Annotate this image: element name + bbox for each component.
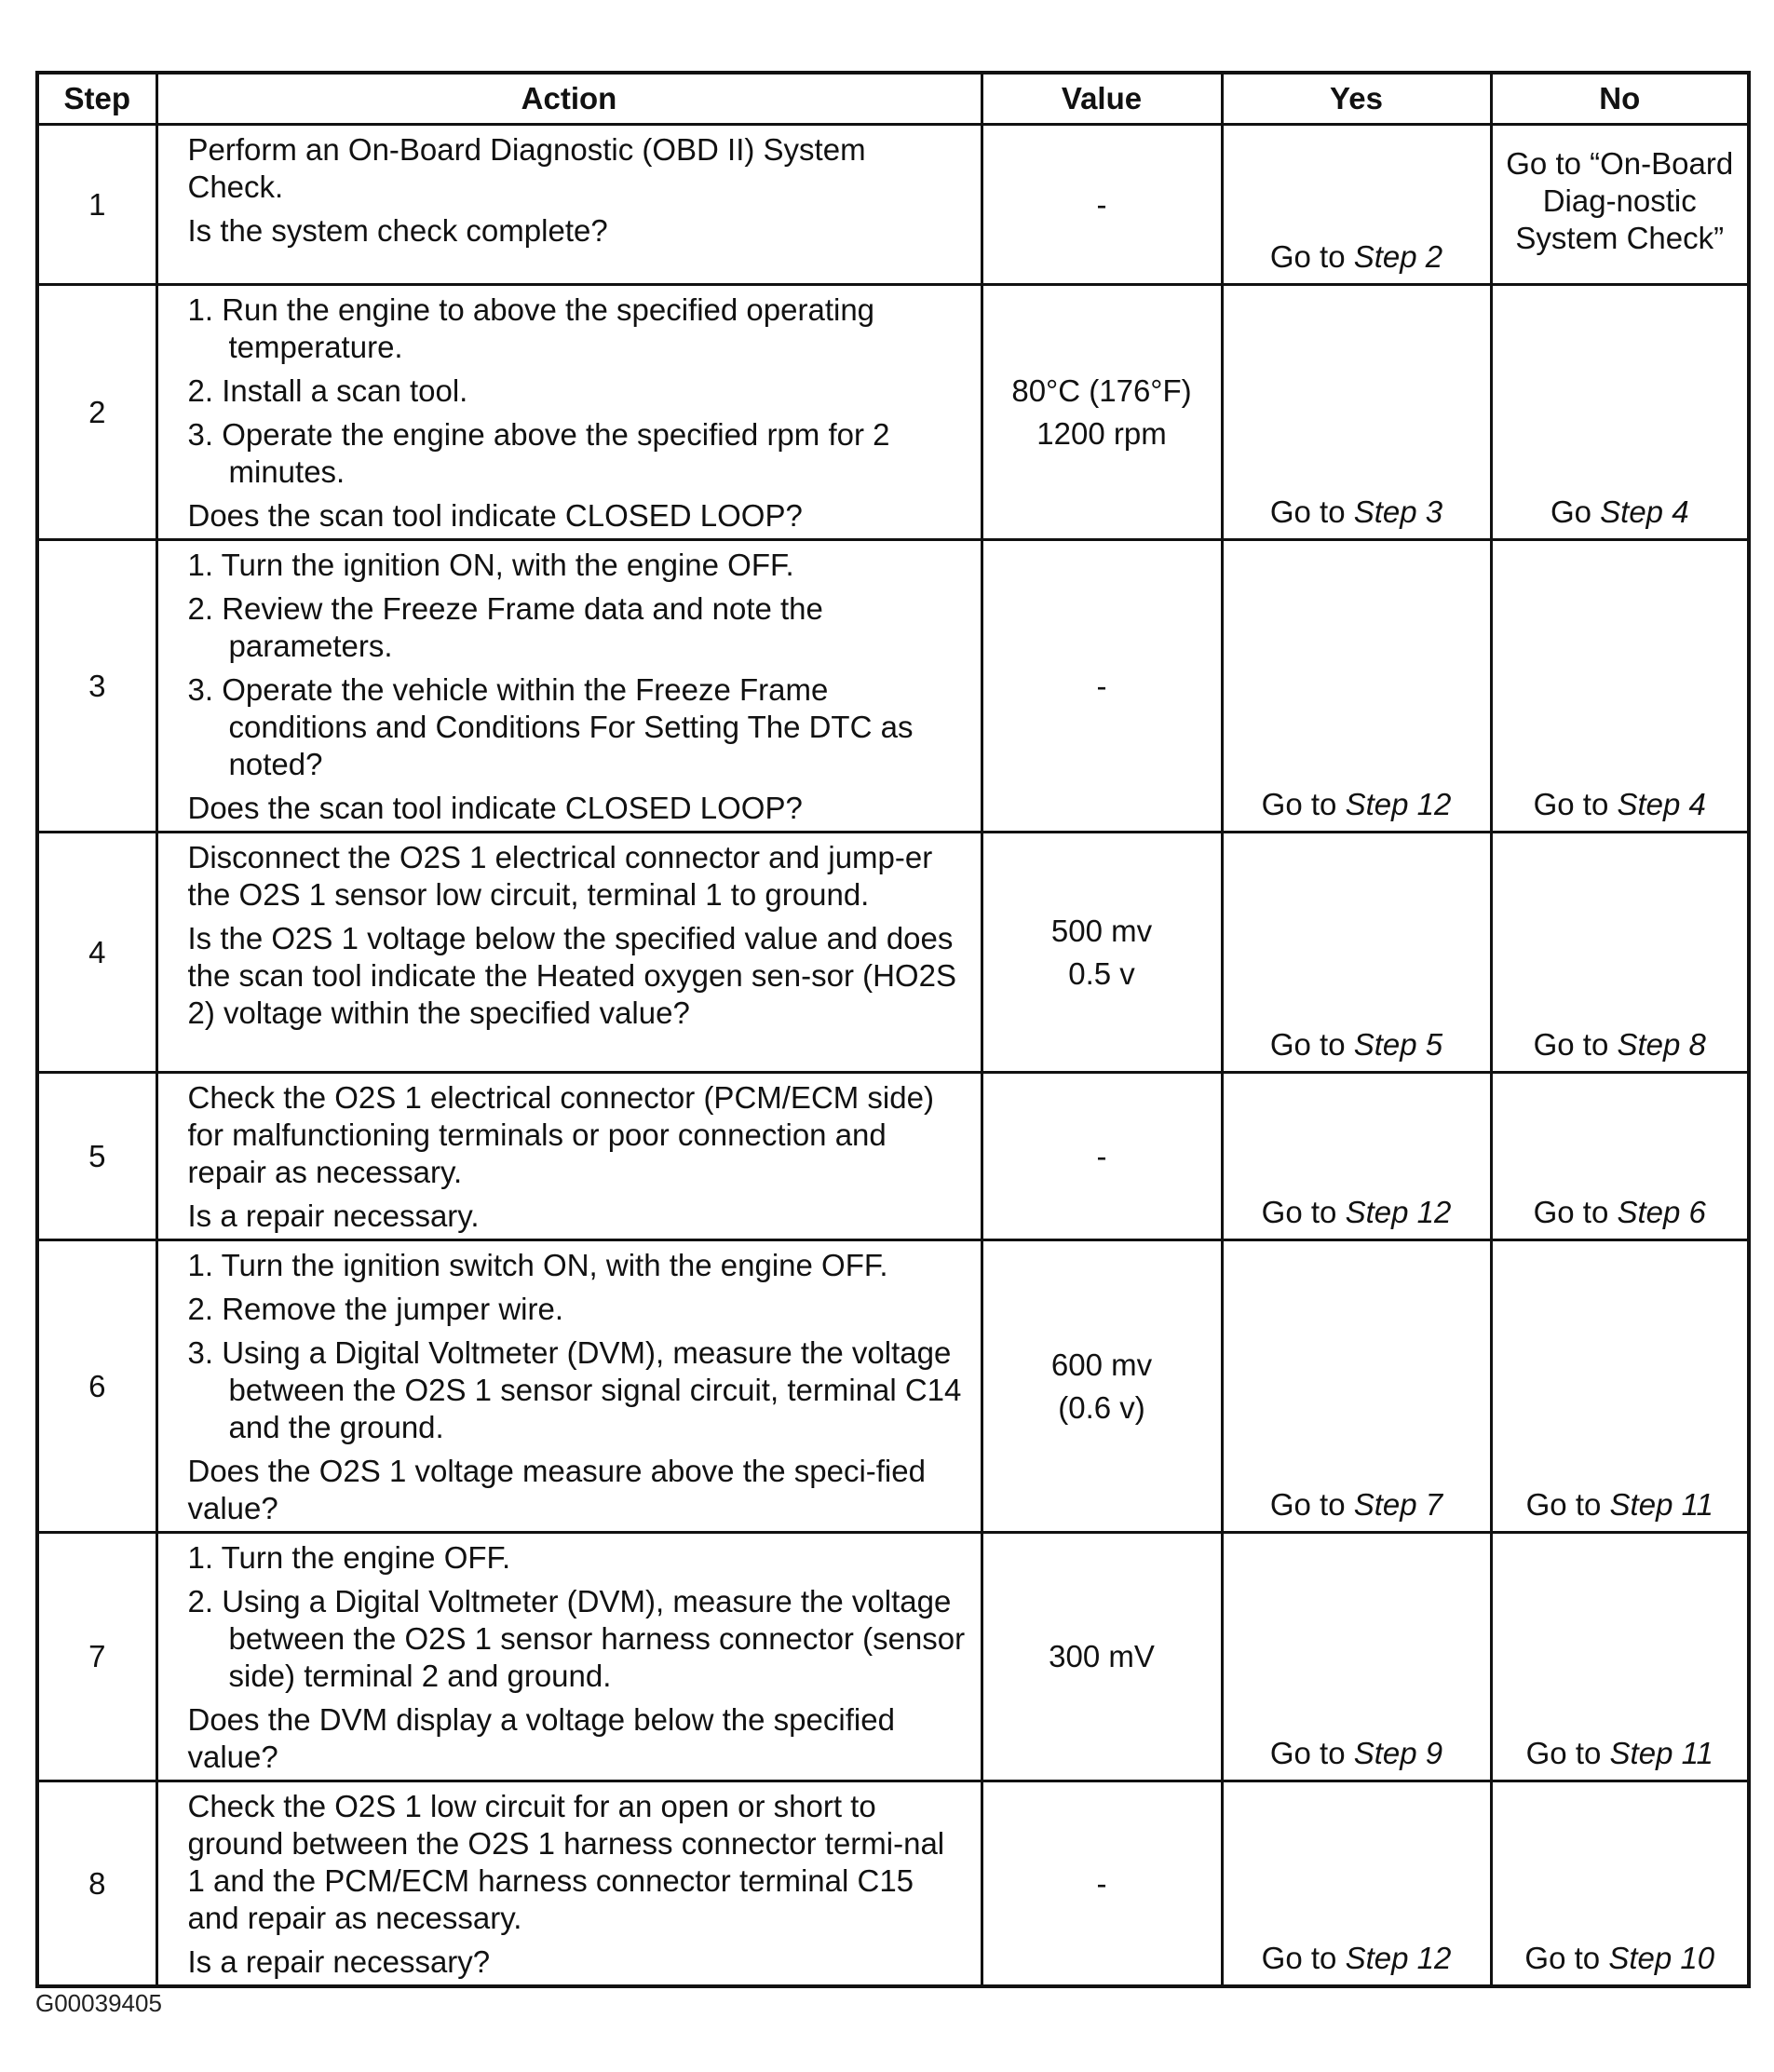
action-line: Does the O2S 1 voltage measure above the speci-fied value?	[187, 1454, 926, 1525]
action-line: 2. Using a Digital Voltmeter (DVM), measure the voltage between the O2S 1 sensor harness connector (sensor side) terminal 2 and ground.	[187, 1584, 966, 1693]
table-row	[37, 125, 1749, 285]
action-line: Is the system check complete?	[187, 213, 608, 248]
action-line: 2. Review the Freeze Frame data and note the parameters.	[187, 591, 823, 663]
no-step-ref: Step 8	[1617, 1027, 1706, 1062]
yes-prefix: Go to	[1261, 1941, 1337, 1975]
action-line: Is a repair necessary?	[187, 1944, 491, 1979]
action-line: Perform an On-Board Diagnostic (OBD II) System Check.	[187, 132, 866, 204]
no-cell	[1491, 1781, 1749, 1987]
table-row	[37, 1073, 1749, 1240]
action-line: Check the O2S 1 low circuit for an open or short to ground between the O2S 1 harness connector termi-nal 1 and the PCM/ECM harness connector terminal C15 and repair as necessary.	[187, 1789, 945, 1935]
action-line: Does the DVM display a voltage below the specified value?	[187, 1702, 895, 1774]
no-prefix: Go to	[1525, 1736, 1602, 1770]
action-cell	[156, 1073, 982, 1240]
yes-step-ref: Step 12	[1345, 787, 1452, 821]
step-number: 5	[37, 1073, 156, 1240]
step-number: 6	[37, 1240, 156, 1533]
yes-cell	[1222, 1533, 1491, 1781]
no-step-ref: Step 10	[1608, 1941, 1715, 1975]
value-line: 500 mv	[1050, 913, 1153, 948]
action-cell	[156, 540, 982, 833]
action-cell	[156, 833, 982, 1073]
yes-cell	[1222, 1240, 1491, 1533]
value-line: 600 mv	[1050, 1347, 1153, 1382]
yes-step-ref: Step 12	[1345, 1941, 1452, 1975]
action-cell	[156, 1781, 982, 1987]
no-cell	[1491, 285, 1749, 540]
value-line: -	[1096, 1865, 1107, 1901]
action-line: 1. Turn the ignition switch ON, with the engine OFF.	[187, 1248, 888, 1282]
no-cell	[1491, 125, 1749, 285]
yes-cell	[1222, 125, 1491, 285]
yes-step-ref: Step 5	[1353, 1027, 1443, 1062]
header-action: Action	[156, 73, 982, 125]
step-number: 1	[37, 125, 156, 285]
yes-prefix: Go to	[1269, 494, 1346, 529]
yes-step-ref: Step 3	[1353, 494, 1443, 529]
no-cell	[1491, 540, 1749, 833]
no-cell	[1491, 1533, 1749, 1781]
value-cell	[982, 1240, 1222, 1533]
action-line: 3. Operate the vehicle within the Freeze Frame conditions and Conditions For Setting The DTC as noted?	[187, 672, 914, 781]
action-cell	[156, 125, 982, 285]
table-row	[37, 833, 1749, 1073]
value-cell	[982, 1533, 1222, 1781]
action-line: Disconnect the O2S 1 electrical connector and jump-er the O2S 1 sensor low circuit, terminal 1 to ground.	[187, 840, 933, 912]
yes-prefix: Go to	[1269, 1736, 1346, 1770]
diagnostic-table	[35, 71, 1751, 1988]
yes-step-ref: Step 2	[1353, 239, 1443, 274]
no-step-ref: Step 11	[1609, 1487, 1713, 1522]
step-number: 4	[37, 833, 156, 1073]
value-line: 300 mV	[1049, 1639, 1155, 1673]
no-text: Go to “On-Board Diag-nostic System Check”	[1506, 145, 1734, 255]
table-row	[37, 1533, 1749, 1781]
yes-prefix: Go to	[1261, 1195, 1337, 1229]
value-cell	[982, 833, 1222, 1073]
action-cell	[156, 285, 982, 540]
no-prefix: Go to	[1533, 1195, 1609, 1229]
action-cell	[156, 1533, 982, 1781]
no-cell	[1491, 1240, 1749, 1533]
value-line: 0.5 v	[1068, 955, 1135, 991]
yes-cell	[1222, 285, 1491, 540]
no-prefix: Go	[1550, 494, 1591, 529]
yes-prefix: Go to	[1269, 239, 1346, 274]
action-line: Check the O2S 1 electrical connector (PCM/ECM side) for malfunctioning terminals or poor connection and repair as necessary.	[187, 1080, 934, 1189]
value-line: -	[1096, 1138, 1107, 1173]
header-no: No	[1491, 73, 1749, 125]
yes-step-ref: Step 9	[1353, 1736, 1443, 1770]
value-line: -	[1096, 668, 1107, 703]
yes-cell	[1222, 833, 1491, 1073]
action-cell	[156, 1240, 982, 1533]
value-cell	[982, 1073, 1222, 1240]
yes-prefix: Go to	[1261, 787, 1337, 821]
action-line: 2. Install a scan tool.	[187, 373, 468, 408]
action-line: 3. Operate the engine above the specified rpm for 2 minutes.	[187, 417, 890, 489]
table-row	[37, 285, 1749, 540]
value-cell	[982, 1781, 1222, 1987]
header-yes: Yes	[1222, 73, 1491, 125]
action-line: 2. Remove the jumper wire.	[187, 1292, 563, 1326]
table-row	[37, 540, 1749, 833]
step-number: 7	[37, 1533, 156, 1781]
value-line: 1200 rpm	[1036, 415, 1167, 451]
value-cell	[982, 125, 1222, 285]
action-line: Is a repair necessary.	[187, 1199, 480, 1233]
no-cell	[1491, 1073, 1749, 1240]
header-step: Step	[37, 73, 156, 125]
yes-step-ref: Step 7	[1353, 1487, 1443, 1522]
table-row	[37, 1781, 1749, 1987]
value-line: (0.6 v)	[1058, 1389, 1145, 1425]
no-prefix: Go to	[1524, 1941, 1601, 1975]
step-number: 3	[37, 540, 156, 833]
step-number: 2	[37, 285, 156, 540]
yes-cell	[1222, 1781, 1491, 1987]
action-line: 1. Turn the engine OFF.	[187, 1540, 511, 1575]
no-prefix: Go to	[1533, 787, 1609, 821]
value-cell	[982, 540, 1222, 833]
table-body	[37, 125, 1749, 1987]
yes-prefix: Go to	[1269, 1487, 1346, 1522]
no-prefix: Go to	[1533, 1027, 1609, 1062]
no-step-ref: Step 4	[1617, 787, 1706, 821]
action-line: Does the scan tool indicate CLOSED LOOP?	[187, 791, 803, 825]
yes-step-ref: Step 12	[1345, 1195, 1452, 1229]
action-line: 1. Run the engine to above the specified operating temperature.	[187, 292, 875, 364]
value-line: 80°C (176°F)	[1011, 372, 1192, 408]
no-cell	[1491, 833, 1749, 1073]
action-line: 3. Using a Digital Voltmeter (DVM), measure the voltage between the O2S 1 sensor signal circuit, terminal C14 and the ground.	[187, 1335, 962, 1444]
action-line: 1. Turn the ignition ON, with the engine OFF.	[187, 548, 794, 582]
no-step-ref: Step 11	[1609, 1736, 1713, 1770]
yes-cell	[1222, 1073, 1491, 1240]
figure-id: G00039405	[35, 1989, 162, 2017]
yes-cell	[1222, 540, 1491, 833]
no-prefix: Go to	[1525, 1487, 1602, 1522]
no-step-ref: Step 6	[1617, 1195, 1706, 1229]
header-row	[37, 73, 1749, 125]
value-cell	[982, 285, 1222, 540]
value-line: -	[1096, 186, 1107, 222]
action-line: Does the scan tool indicate CLOSED LOOP?	[187, 498, 803, 533]
table-row	[37, 1240, 1749, 1533]
yes-prefix: Go to	[1269, 1027, 1346, 1062]
action-line: Is the O2S 1 voltage below the specified value and does the scan tool indicate the Heated oxygen sen-sor (HO2S 2) voltage within the specified value?	[187, 921, 956, 1030]
step-number: 8	[37, 1781, 156, 1987]
header-value: Value	[982, 73, 1222, 125]
no-step-ref: Step 4	[1600, 494, 1689, 529]
